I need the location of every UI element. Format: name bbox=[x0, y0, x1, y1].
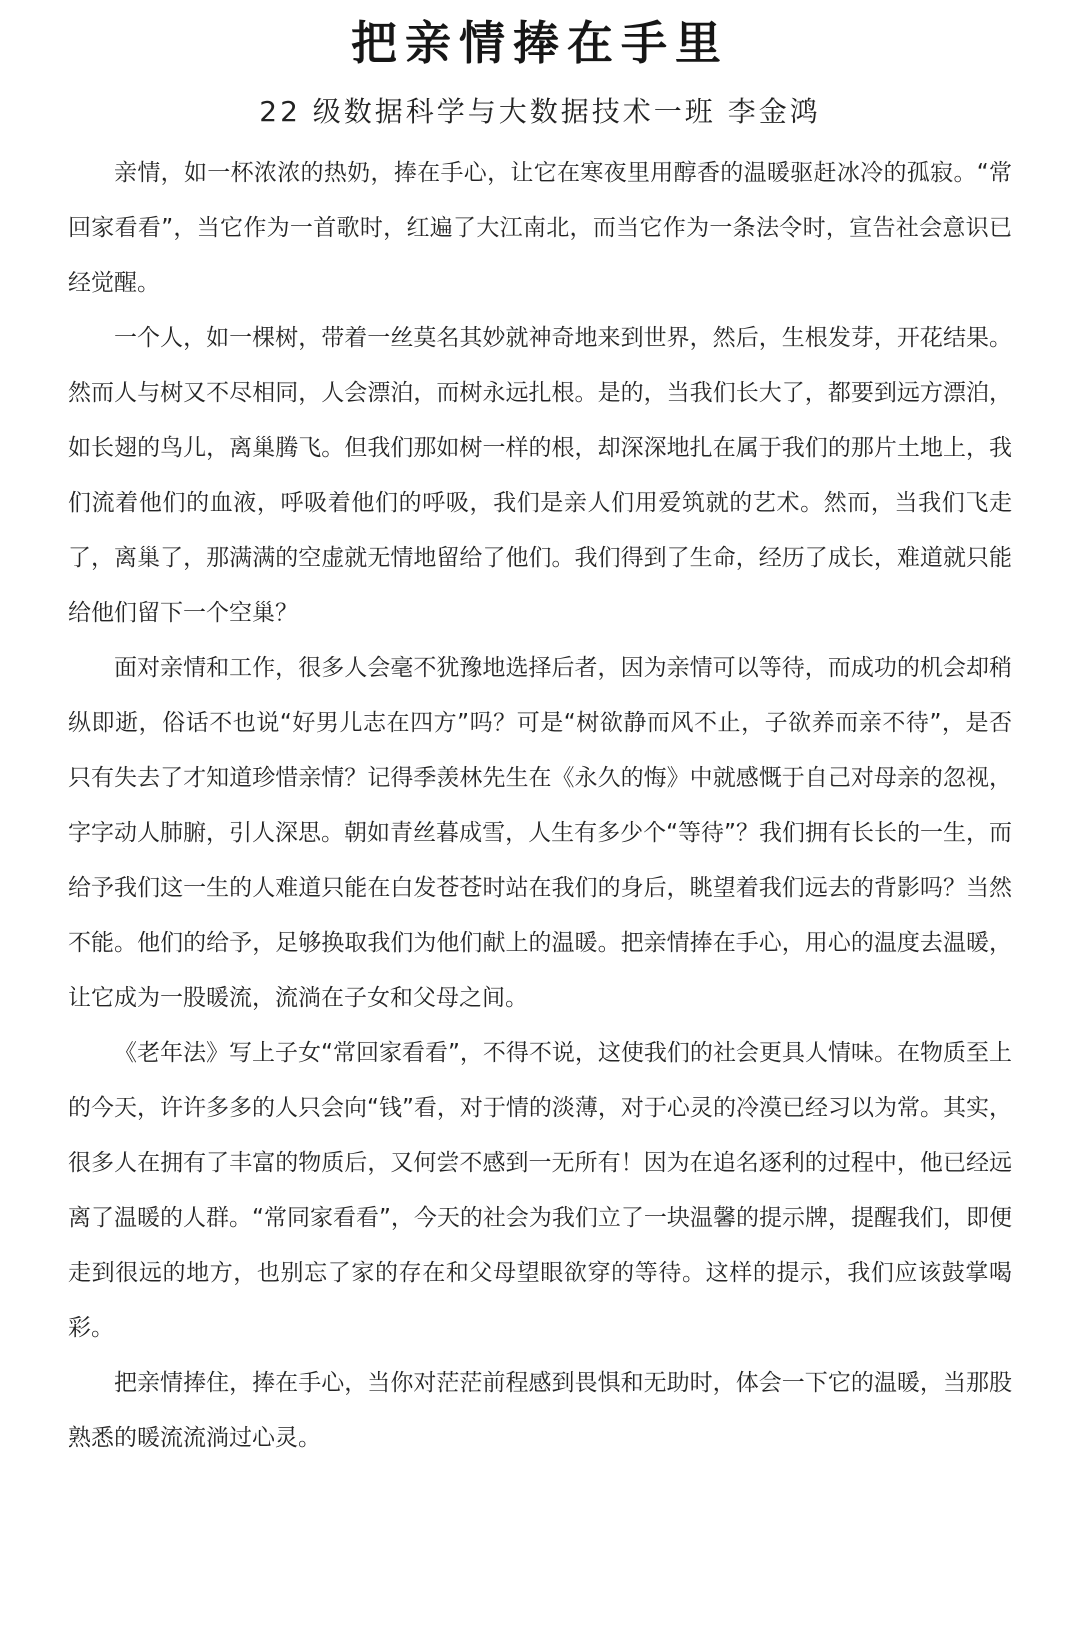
paragraph-1: 亲情，如一杯浓浓的热奶，捧在手心，让它在寒夜里用醇香的温暖驱赶冰冷的孤寂。“常回家看看”，当它作为一首歌时，红遍了大江南北，而当它作为一条法令时，宣告社会意识已经觉醒。 bbox=[68, 160, 1012, 296]
essay-body bbox=[68, 146, 1012, 1466]
essay-title: 把亲情捧在手里 bbox=[351, 16, 729, 70]
paragraph-4: 《老年法》写上子女“常回家看看”，不得不说，这使我们的社会更具人情味。在物质至上的今天，许许多多的人只会向“钱”看，对于情的淡薄，对于心灵的冷漠已经习以为常。其实，很多人在拥有了丰富的物质后，又何尝不感到一无所有！因为在追名逐利的过程中，他已经远离了温暖的人群。“常同家看看”，今天的社会为我们立了一块温馨的提示牌，提醒我们，即便走到很远的地方，也别忘了家的存在和父母望眼欲穿的等待。这样的提示，我们应该鼓掌喝彩。 bbox=[68, 1040, 1012, 1341]
paragraph-2: 一个人，如一棵树，带着一丝莫名其妙就神奇地来到世界，然后，生根发芽，开花结果。然而人与树又不尽相同，人会漂泊，而树永远扎根。是的，当我们长大了，都要到远方漂泊，如长翅的鸟儿，离巢腾飞。但我们那如树一样的根，却深深地扎在属于我们的那片土地上，我们流着他们的血液，呼吸着他们的呼吸，我们是亲人们用爱筑就的艺术。然而，当我们飞走了，离巢了，那满满的空虚就无情地留给了他们。我们得到了生命，经历了成长，难道就只能给他们留下一个空巢？ bbox=[68, 325, 1012, 626]
paragraph-5: 把亲情捧住，捧在手心，当你对茫茫前程感到畏惧和无助时，体会一下它的温暖，当那股熟悉的暖流流淌过心灵。 bbox=[68, 1370, 1012, 1451]
paragraph-3: 面对亲情和工作，很多人会毫不犹豫地选择后者，因为亲情可以等待，而成功的机会却稍纵即逝，俗话不也说“好男儿志在四方”吗？可是“树欲静而风不止，子欲养而亲不待”，是否只有失去了才知道珍惜亲情？记得季羡林先生在《永久的悔》中就感慨于自己对母亲的忽视，字字动人肺腑，引人深思。朝如青丝暮成雪，人生有多少个“等待”？我们拥有长长的一生，而给予我们这一生的人难道只能在白发苍苍时站在我们的身后，眺望着我们远去的背影吗？当然不能。他们的给予，足够换取我们为他们献上的温暖。把亲情捧在手心，用心的温度去温暖，让它成为一股暖流，流淌在子女和父母之间。 bbox=[68, 655, 1012, 1011]
essay-byline: 22 级数据科学与大数据技术一班 李金鸿 bbox=[259, 95, 821, 128]
